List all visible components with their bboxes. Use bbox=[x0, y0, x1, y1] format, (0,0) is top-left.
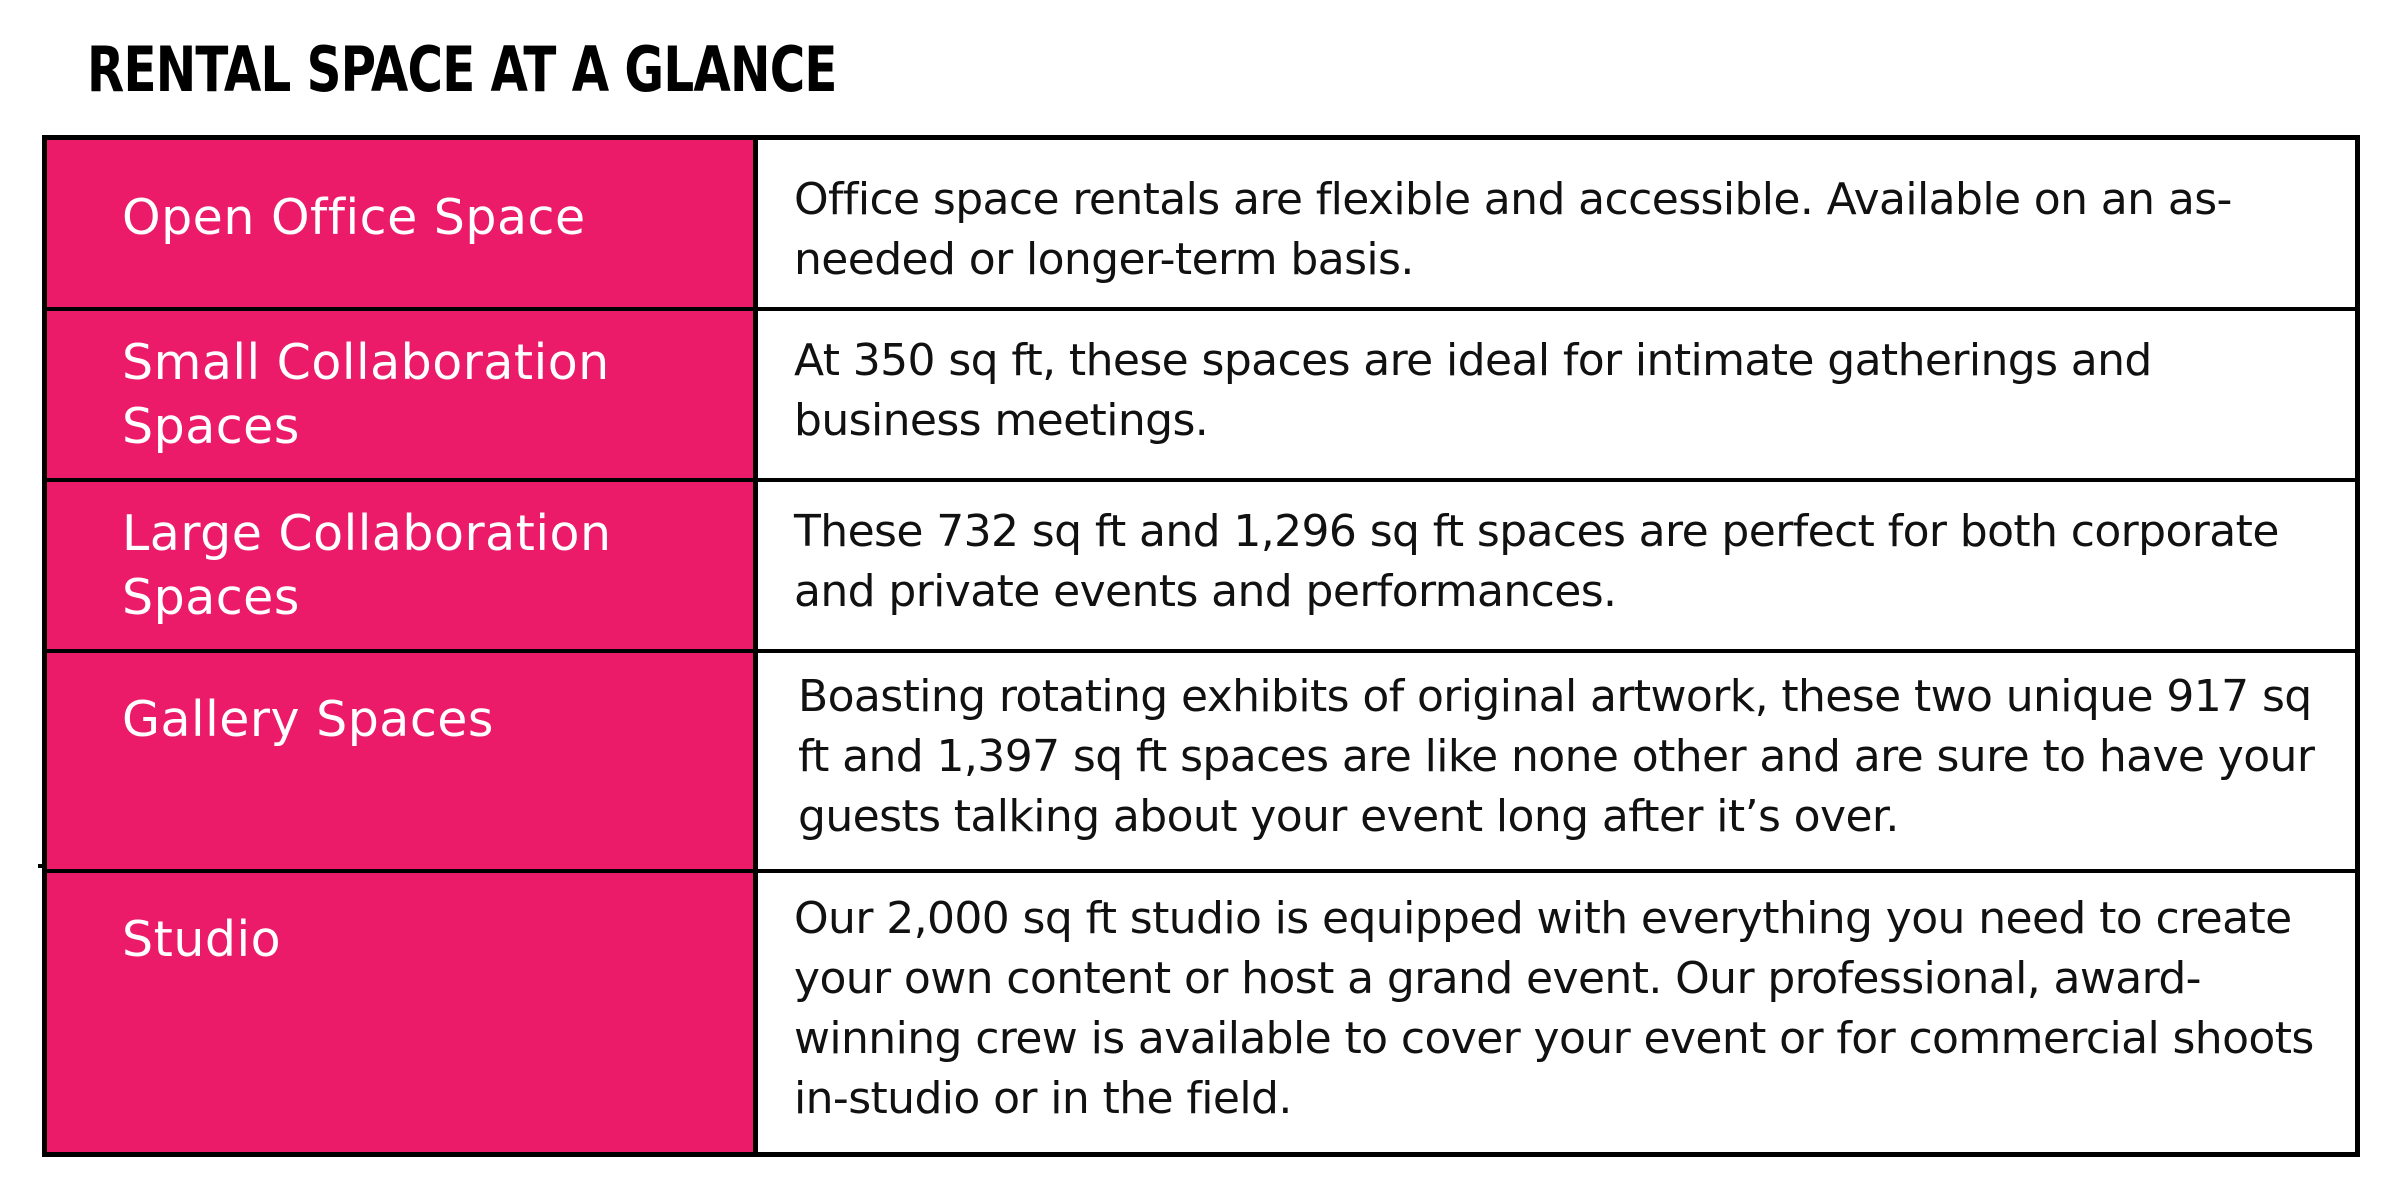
row-label-cell bbox=[47, 140, 758, 307]
table-row-studio bbox=[47, 873, 2355, 1152]
row-label-open-office: Open Office Space bbox=[122, 189, 586, 246]
row-description-large-collaboration: These 732 sq ft and 1,296 sq ft spaces are perfect for both corporate and private events and performances. bbox=[794, 506, 2279, 617]
row-description-cell bbox=[758, 873, 2355, 1152]
row-description-cell bbox=[758, 140, 2355, 307]
table-row-gallery bbox=[47, 653, 2355, 873]
row-description-cell bbox=[758, 482, 2355, 649]
row-description-cell bbox=[758, 653, 2355, 869]
row-label-cell bbox=[47, 311, 758, 478]
page-title: RENTAL SPACE AT A GLANCE bbox=[87, 33, 837, 106]
row-description-small-collaboration: At 350 sq ft, these spaces are ideal for intimate gatherings and business meetings. bbox=[794, 335, 2152, 446]
row-description-studio: Our 2,000 sq ft studio is equipped with everything you need to create your own content or host a grand event. Our professional, award-winning crew is available to cover your event or for commercial shoots in-studio or in the field. bbox=[794, 893, 2314, 1124]
table-row-small-collaboration bbox=[47, 311, 2355, 482]
table-row-large-collaboration bbox=[47, 482, 2355, 653]
row-label-cell bbox=[47, 653, 758, 869]
row-description-gallery: Boasting rotating exhibits of original artwork, these two unique 917 sq ft and 1,397 sq ft spaces are like none other and are sure to have your guests talking about your event long after it’s over. bbox=[798, 671, 2315, 842]
row-label-cell bbox=[47, 482, 758, 649]
row-label-gallery: Gallery Spaces bbox=[122, 691, 494, 748]
rental-space-table bbox=[42, 135, 2360, 1157]
row-description-open-office: Office space rentals are flexible and accessible. Available on an as-needed or longer-term basis. bbox=[794, 174, 2232, 285]
row-label-studio: Studio bbox=[122, 911, 282, 968]
table-row-open-office bbox=[47, 140, 2355, 311]
row-description-cell bbox=[758, 311, 2355, 478]
row-label-small-collaboration: Small Collaboration Spaces bbox=[122, 334, 610, 455]
row-label-cell bbox=[47, 873, 758, 1152]
row-label-large-collaboration: Large Collaboration Spaces bbox=[122, 505, 612, 626]
